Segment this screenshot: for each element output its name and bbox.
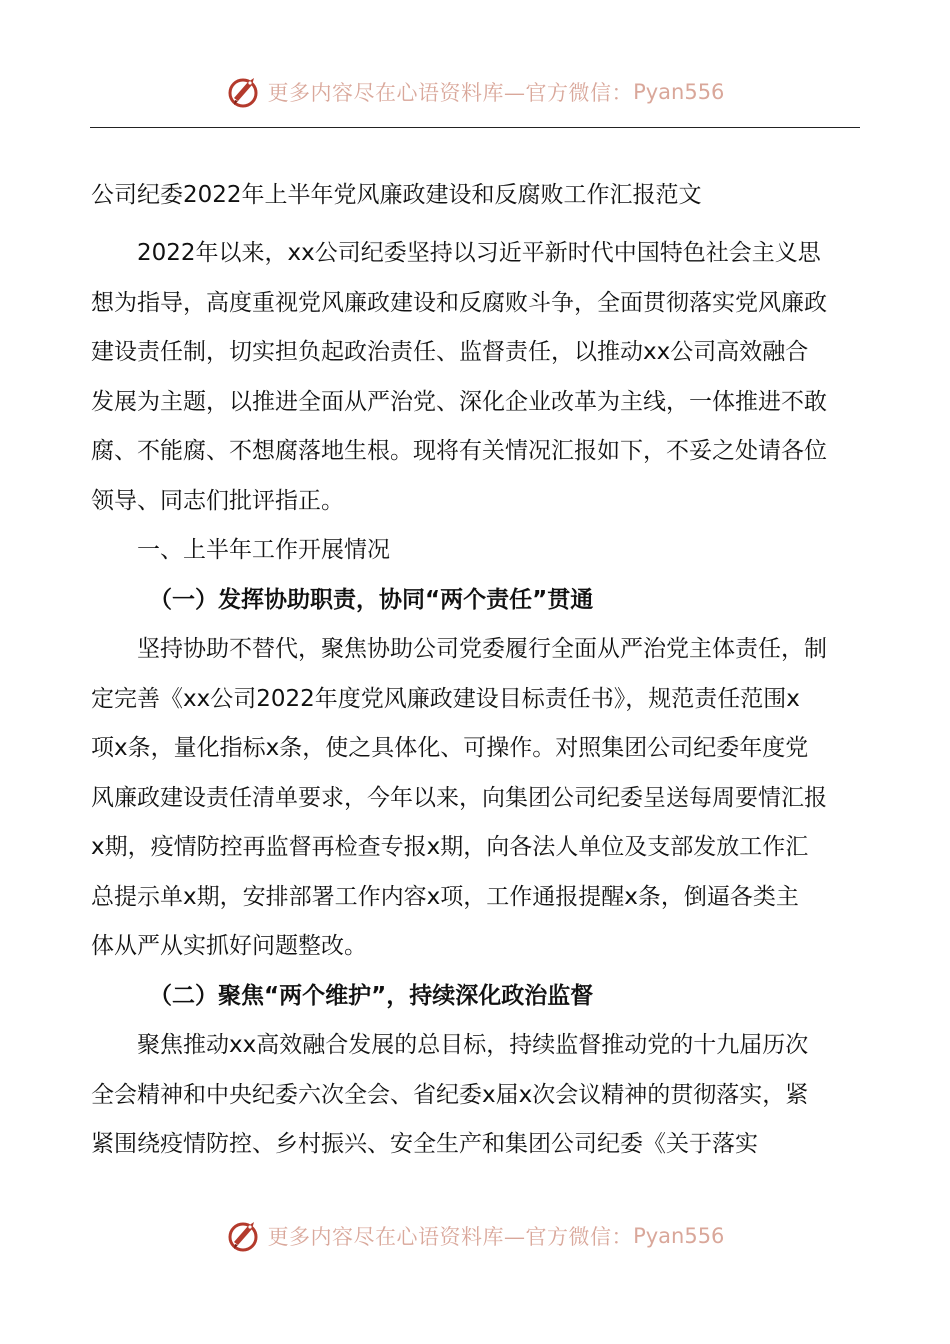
section-heading: 一、上半年工作开展情况 xyxy=(137,537,390,563)
banner-text: 更多内容尽在心语资料库—官方微信： xyxy=(267,1225,634,1249)
document-body xyxy=(91,170,861,1170)
paragraph-line: 项x条，量化指标x条，使之具体化、可操作。对照集团公司纪委年度党 xyxy=(91,735,809,761)
header-banner xyxy=(0,70,950,114)
pen-nib-logo-icon xyxy=(226,74,262,110)
footer-banner xyxy=(0,1214,950,1258)
paragraph-line: 建设责任制，切实担负起政治责任、监督责任，以推动xx公司高效融合 xyxy=(91,339,809,365)
header-divider xyxy=(90,127,860,128)
banner-wechat-handle: Pyan556 xyxy=(633,1224,725,1248)
paragraph-line: 聚焦推动xx高效融合发展的总目标，持续监督推动党的十九届历次 xyxy=(137,1032,809,1058)
paragraph-line: 体从严从实抓好问题整改。 xyxy=(91,933,367,959)
paragraph-line: 坚持协助不替代，聚焦协助公司党委履行全面从严治党主体责任，制 xyxy=(137,636,827,662)
paragraph-line: 领导、同志们批评指正。 xyxy=(91,487,344,514)
paragraph-line: 定完善《xx公司2022年度党风廉政建设目标责任书》，规范责任范围x xyxy=(91,685,800,712)
paragraph-line: 紧围绕疫情防控、乡村振兴、安全生产和集团公司纪委《关于落实 xyxy=(91,1131,758,1157)
banner-wechat-handle: Pyan556 xyxy=(633,80,725,104)
subsection-heading: （二）聚焦“两个维护”，持续深化政治监督 xyxy=(149,982,594,1009)
pen-nib-logo-icon xyxy=(226,1218,262,1254)
subsection-heading: （一）发挥协助职责，协同“两个责任”贯通 xyxy=(149,586,594,613)
banner-text: 更多内容尽在心语资料库—官方微信： xyxy=(267,81,634,105)
paragraph-line: 腐、不能腐、不想腐落地生根。现将有关情况汇报如下，不妥之处请各位 xyxy=(91,438,827,464)
paragraph-line: 总提示单x期，安排部署工作内容x项，工作通报提醒x条，倒逼各类主 xyxy=(91,883,799,910)
paragraph-line: 2022年以来，xx公司纪委坚持以习近平新时代中国特色社会主义思 xyxy=(137,240,821,266)
paragraph-line: 想为指导，高度重视党风廉政建设和反腐败斗争，全面贯彻落实党风廉政 xyxy=(91,289,827,316)
paragraph-line: 风廉政建设责任清单要求，今年以来，向集团公司纪委呈送每周要情汇报 xyxy=(91,784,827,811)
document-title: 公司纪委2022年上半年党风廉政建设和反腐败工作汇报范文 xyxy=(91,182,702,208)
paragraph-line: 全会精神和中央纪委六次全会、省纪委x届x次会议精神的贯彻落实，紧 xyxy=(91,1081,809,1108)
paragraph-line: x期，疫情防控再监督再检查专报x期，向各法人单位及支部发放工作汇 xyxy=(91,834,809,860)
paragraph-line: 发展为主题，以推进全面从严治党、深化企业改革为主线，一体推进不敢 xyxy=(91,388,827,415)
